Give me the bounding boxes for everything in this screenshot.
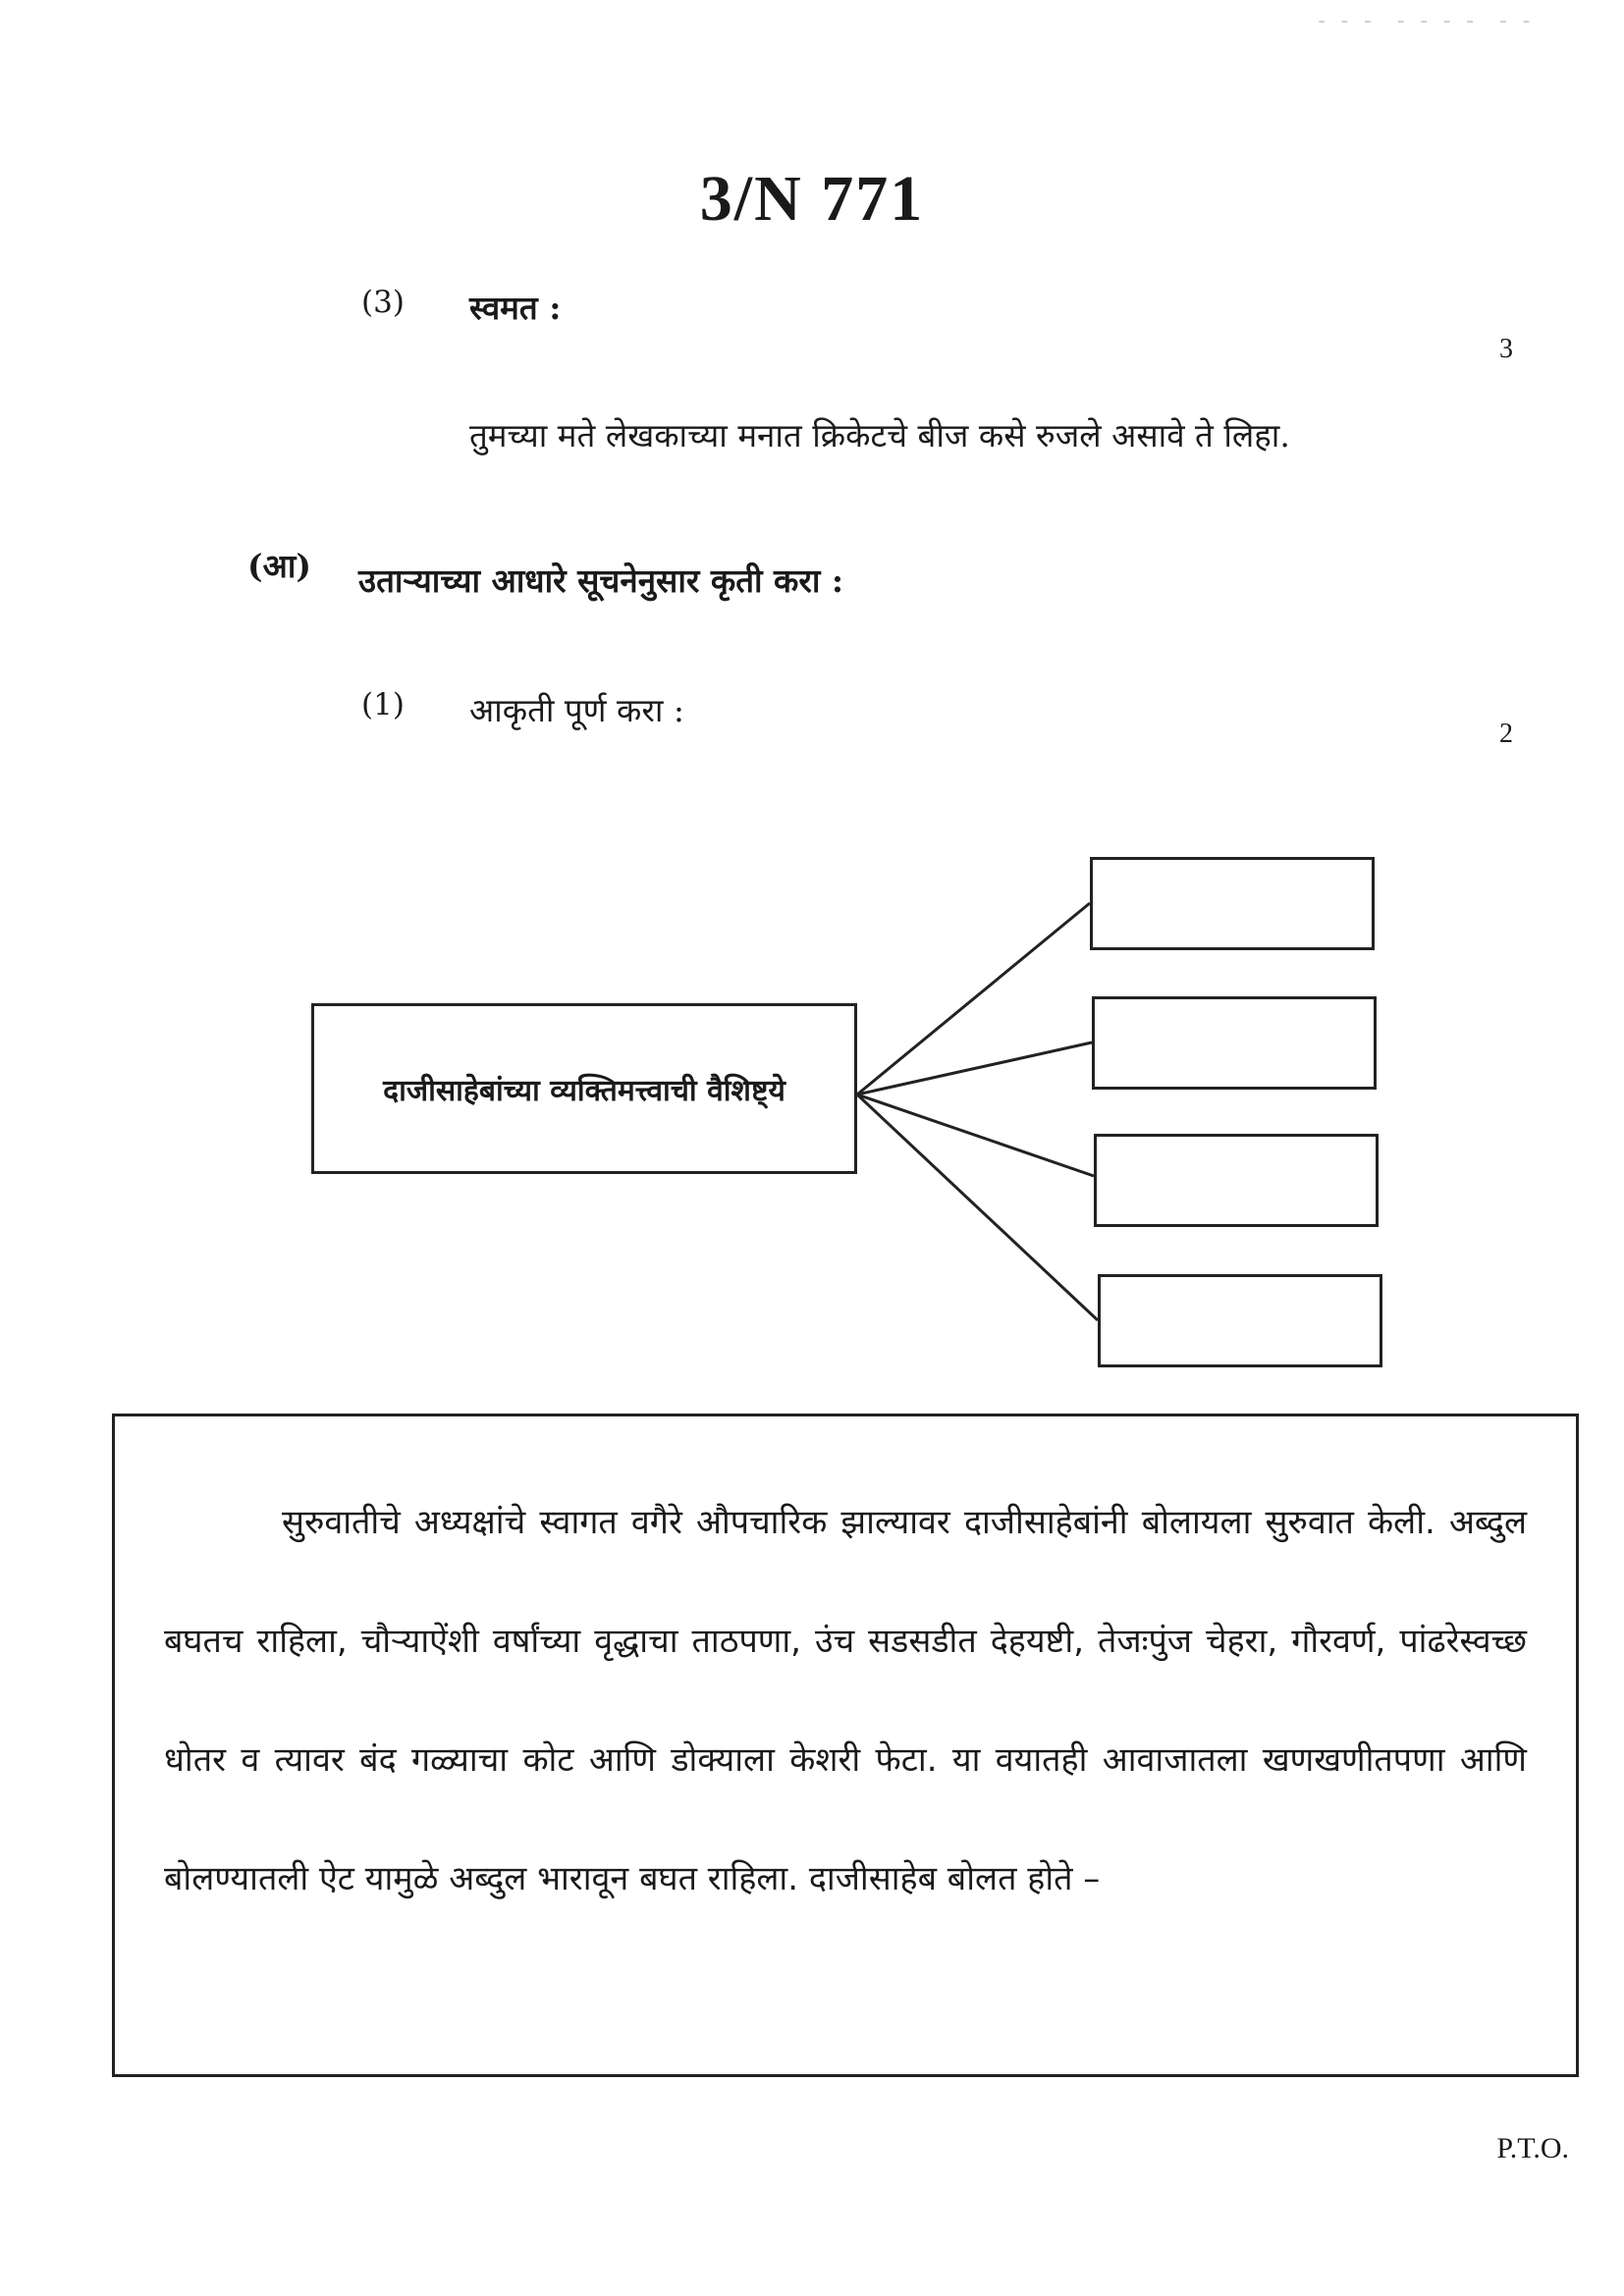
diagram-center-box [311,1003,857,1174]
answer-box-4[interactable] [1098,1274,1382,1367]
connector-line-4 [857,1095,1098,1320]
diagram-center-text: दाजीसाहेबांच्या व्यक्तिमत्त्वाची वैशिष्ट्ये [383,1073,785,1108]
connector-line-1 [857,903,1090,1095]
q1-marks: 2 [1499,719,1513,749]
answer-box-1[interactable] [1090,857,1375,950]
q3-label: स्वमत : [469,289,562,327]
answer-box-2[interactable] [1092,996,1377,1090]
section-aa-number: (आ) [247,547,311,585]
connector-line-3 [857,1095,1094,1176]
q3-marks: 3 [1499,334,1513,364]
q1-label: आकृती पूर्ण करा : [469,691,685,729]
scan-marks: – – – – – – – – – [1318,14,1536,29]
answer-box-3[interactable] [1094,1134,1379,1227]
q3-number: (3) [361,285,405,320]
passage-box [112,1414,1579,2077]
connector-line-2 [857,1042,1092,1095]
pto-label: P.T.O. [1496,2132,1569,2164]
passage-text: सुरुवातीचे अध्यक्षांचे स्वागत वगैरे औपचारिक झाल्यावर दाजीसाहेबांनी बोलायला सुरुवात केली. अब्दुल बघतच राहिला, चौऱ्याऐंशी वर्षांच्या वृद्धाचा ताठपणा, उंच सडसडीत देहयष्टी, तेजःपुंज चेहरा, गौरवर्ण, पांढरेस्वच्छ धोतर व त्यावर बंद गळ्याचा कोट आणि डोक्याला केशरी फेटा. या वयातही आवाजातला खणखणीतपणा आणि बोलण्यातली ऐट यामुळे अब्दुल भारावून बघत राहिला. दाजीसाहेब बोलत होते – [164,1503,1527,1898]
q1-number: (1) [361,687,405,722]
q3-question-text: तुमच्या मते लेखकाच्या मनात क्रिकेटचे बीज कसे रुजले असावे ते लिहा. [469,416,1290,454]
section-aa-label: उताऱ्याच्या आधारे सूचनेनुसार कृती करा : [358,561,844,600]
paper-code: 3/N 771 [699,163,925,235]
